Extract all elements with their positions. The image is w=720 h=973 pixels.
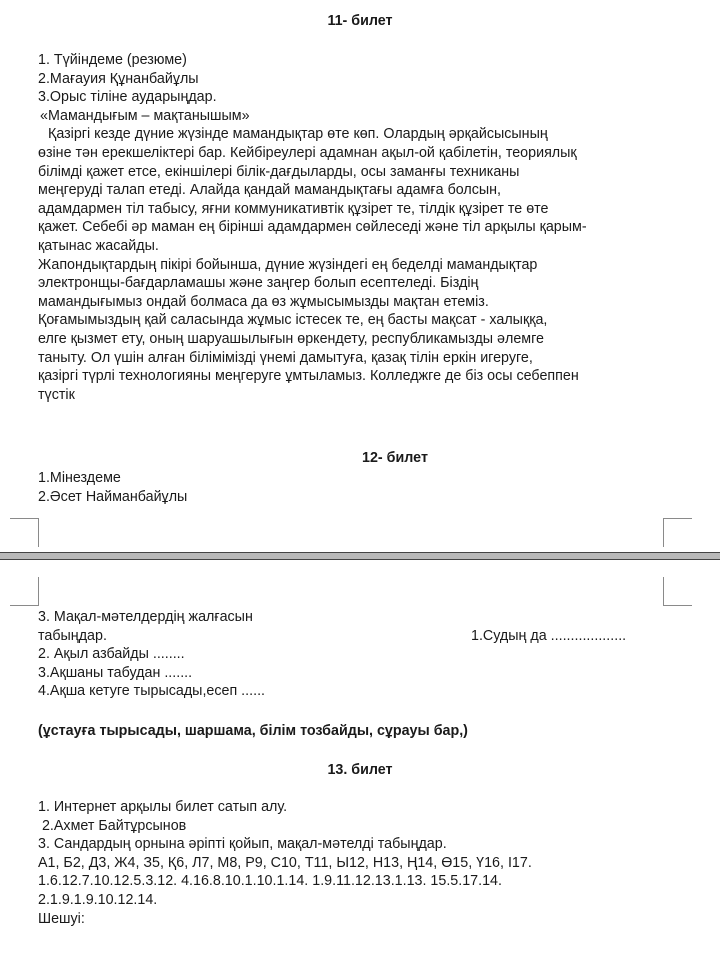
ticket-12-task3	[38, 608, 678, 701]
ticket-13-task: 1. Интернет арқылы билет сатып алу.	[38, 799, 288, 815]
paragraph-line: мамандығымыз ондай болмаса да өз жұмысымызды мақтан етеміз.	[38, 293, 489, 310]
ticket-13-task: 2.Ахмет Байтұрсынов	[38, 817, 187, 834]
paragraph-line: Қазіргі кезде дүние жүзінде мамандықтар өте көп. Олардың әрқайсысының	[48, 126, 548, 143]
page-corner-mark	[10, 577, 39, 606]
paragraph-line: таныту. Ол үшін алған білімімізді үнемі дамытуға, қазақ тілін еркін игеруге,	[38, 349, 533, 366]
code-line: А1, Б2, Д3, Ж4, З5, Қ6, Л7, М8, Р9, С10, Т11, Ы12, Н13, Ң14, Ө15, Ү16, І17.	[38, 854, 532, 871]
ticket-13-body	[38, 798, 678, 928]
ticket-11-title: 11- билет	[327, 13, 393, 29]
paragraph-line: Қоғамымыздың қай саласында жұмыс істесек те, ең басты мақсат - халыққа,	[38, 312, 548, 329]
proverb-item: 2. Ақыл азбайды ........	[38, 646, 185, 663]
paragraph-line: меңгеруді талап етеді. Алайда қандай мамандықтағы адамға болсын,	[38, 182, 502, 199]
ticket-12-task3-line: 3. Мақал-мәтелдердің жалғасын	[38, 609, 253, 625]
document-page-2	[0, 560, 720, 973]
ticket-12-task3-line: табыңдар.	[38, 627, 107, 644]
ticket-13-title: 13. билет	[327, 762, 393, 778]
page-corner-mark	[663, 577, 692, 606]
paragraph-line: өзіне тән ерекшеліктері бар. Кейбіреулері адамнан ақыл-ой қабілетін, теориялық	[38, 144, 577, 161]
ticket-12-task: 1.Мінездеме	[38, 470, 121, 486]
ticket-12-task: 2.Әсет Найманбайұлы	[38, 488, 188, 505]
paragraph-line: электронщы-бағдарламашы және заңгер болып есептеледі. Біздің	[38, 275, 479, 292]
code-line: 1.6.12.7.10.12.5.3.12. 4.16.8.10.1.10.1.14. 1.9.11.12.13.1.13. 15.5.17.14.	[38, 873, 502, 890]
ticket-11-task: 2.Мағауия Құнанбайұлы	[38, 70, 199, 87]
proverb-item: 4.Ақша кетуге тырысады,есеп ......	[38, 683, 266, 700]
ticket-13-task: 3. Сандардың орнына әріпті қойып, мақал-мәтелді табыңдар.	[38, 836, 447, 853]
paragraph-line: білімді қажет етсе, екіншілері білік-дағдыларды, осы заманғы техниканы	[38, 163, 520, 180]
paragraph-line: қазіргі түрлі технологияны меңгеруге ұмтыламыз. Колледжге де біз осы себеппен	[38, 368, 579, 385]
ticket-11-body	[38, 51, 678, 404]
paragraph-line: адамдармен тіл табысу, яғни коммуникативтік құзірет те, тілдік құзірет те өте	[38, 200, 549, 217]
ticket-12-task3-row	[38, 627, 678, 646]
page-corner-mark	[663, 518, 692, 547]
paragraph-line: түстік	[38, 386, 75, 403]
page-corner-mark	[10, 518, 39, 547]
proverb-hint: (ұстауға тырысады, шаршама, білім тозбайды, сұрауы бар,)	[38, 723, 468, 739]
page-separator	[0, 552, 720, 560]
ticket-11-text-title: «Мамандығым – мақтанышым»	[40, 107, 250, 124]
paragraph-line: қатынас жасайды.	[38, 237, 159, 254]
paragraph-line: елге қызмет ету, оның шаруашылығын өркендету, республикамызды әлемге	[38, 330, 544, 347]
proverb-item: 1.Судың да ...................	[471, 627, 627, 644]
proverb-item: 3.Ақшаны табудан .......	[38, 664, 193, 681]
code-line: 2.1.9.1.9.10.12.14.	[38, 891, 158, 908]
ticket-11-task: 1. Түйіндеме (резюме)	[38, 52, 187, 68]
paragraph-line: қажет. Себебі әр маман ең бірінші адамдармен сөйлеседі және тіл арқылы қарым-	[38, 219, 587, 236]
ticket-11-task: 3.Орыс тіліне аударыңдар.	[38, 89, 217, 106]
paragraph-line: Жапондықтардың пікірі бойынша, дүние жүзіндегі ең беделді мамандықтар	[38, 256, 538, 273]
ticket-12-title: 12- билет	[362, 450, 428, 466]
ticket-12-tasks	[38, 469, 678, 506]
answer-label: Шешуі:	[38, 910, 85, 927]
